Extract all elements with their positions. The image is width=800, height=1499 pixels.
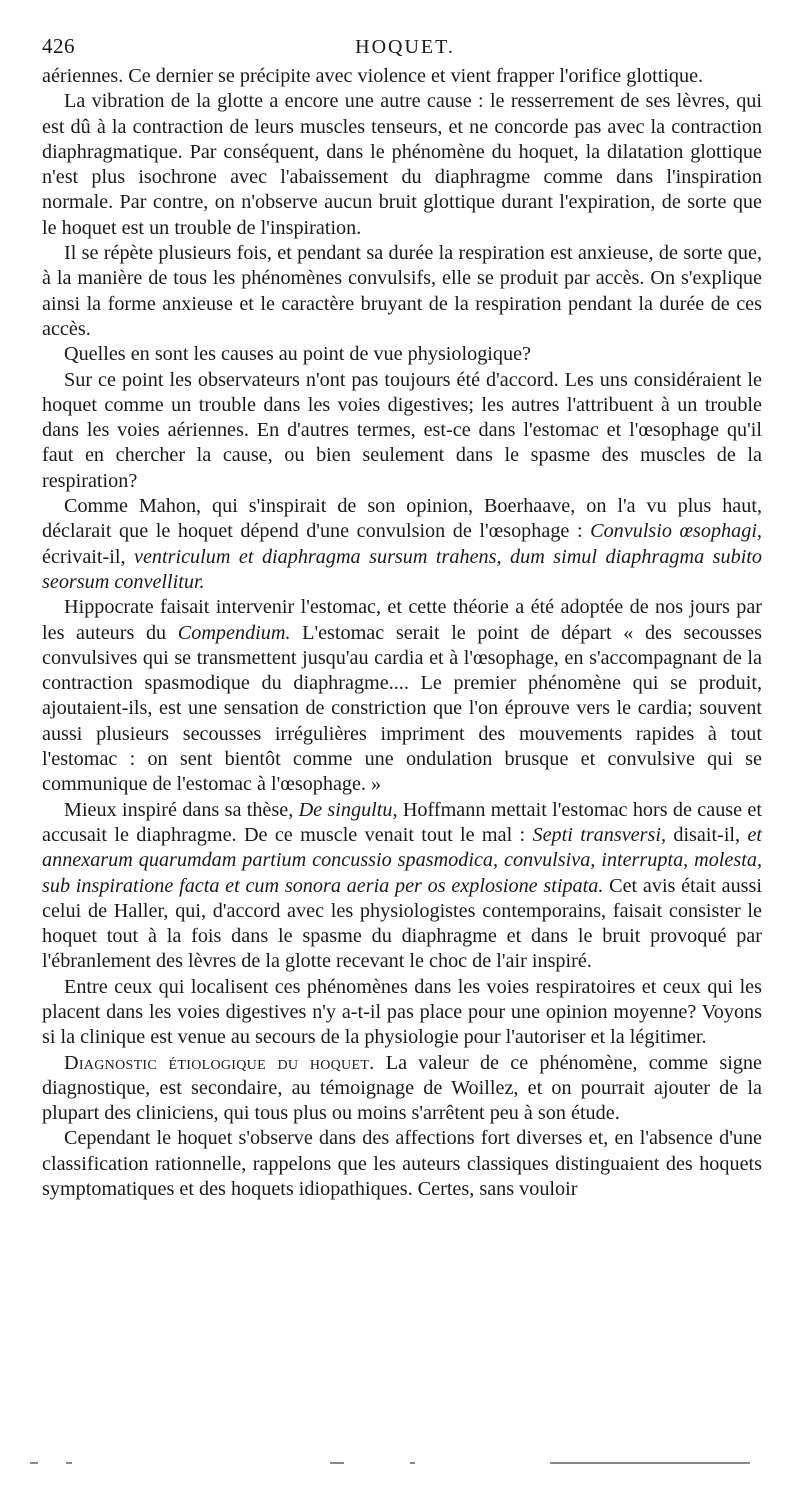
book-title: Compendium. xyxy=(177,621,291,644)
paragraph-intermediate-opinion: Entre ceux qui localisent ces phénomènes dans les voies respiratoires et ceux qui les placent dans les voies digestives n'y a-t-il pas place pour une opinion moyenne? Voyons si la clinique est venue au secours de la physiologie pour l'autoriser et la légitimer. xyxy=(42,975,762,1049)
text-segment: L'estomac serait le point de départ « des secousses convulsives qui se transmettent jusqu'au cardia et à l'œsophage, en s'accompagnant de la contraction spasmodique du diaphragme.... Le premier phénomène qui se produit, ajoutaient-ils, est une sensation de constriction que l'on éprouve vers le cardia; souvent aussi plusieurs secousses irrégulières impriment des mouvements rapides à tout l'estomac : on sent bientôt comme une ondulation brusque et convulsive qui se communique de l'estomac à l'œsophage. » xyxy=(42,621,762,796)
scan-mark xyxy=(410,1462,415,1464)
text-segment: disait-il, xyxy=(666,823,748,846)
paragraph-question: Quelles en sont les causes au point de vue physiologique? xyxy=(64,343,532,366)
paragraph-anxious-respiration: Il se répète plusieurs fois, et pendant sa durée la respiration est anxieuse, de sorte que, à la manière de tous les phénomènes convulsifs, elle se produit par accès. On s'explique ainsi la forme anxieuse et le caractère bruyant de la respiration pendant la durée de ces accès. xyxy=(42,242,762,340)
running-head: HOQUET. xyxy=(355,36,455,58)
text-segment: Hippocrate faisait intervenir l'estomac, et cette théorie a été adoptée de nos jours par les auteurs du xyxy=(42,596,762,644)
paragraph-hippocrate xyxy=(42,595,762,797)
scan-mark xyxy=(66,1462,72,1464)
latin-quote: Convulsio œsophagi, xyxy=(590,520,762,543)
paragraph-boerhaave xyxy=(42,494,762,595)
text-segment: La valeur de ce phénomène, comme signe diagnostique, est secondaire, au témoignage de Woillez, et on pourrait ajouter de la plupart des cliniciens, qui tous plus ou moins s'arrêtent peu à son étude. xyxy=(42,1051,762,1125)
scan-mark xyxy=(30,1462,38,1464)
text-segment: écrivait-il, xyxy=(42,545,134,568)
scan-mark xyxy=(330,1462,344,1464)
paragraph-hoffmann xyxy=(42,798,762,975)
paragraph-classification: Cependant le hoquet s'observe dans des affections fort diverses et, en l'absence d'une classification rationnelle, rappelons que les auteurs classiques distinguaient des hoquets symptomatiques et des hoquets idiopathiques. Certes, sans vouloir xyxy=(42,1127,762,1201)
text-segment: Mieux inspiré dans sa thèse, xyxy=(64,798,299,821)
paragraph-diagnostic xyxy=(42,1051,762,1127)
thesis-title: De singultu, xyxy=(298,798,398,821)
scan-mark xyxy=(550,1462,750,1464)
latin-quote: ventriculum et diaphragma sursum trahens, dum simul diaphragma subito seorsum convellitur. xyxy=(42,545,763,593)
text-segment: Cet avis était aussi celui de Haller, qui, d'accord avec les physiologistes contemporains, faisait consister le hoquet tout à la fois dans le spasme du diaphragme et dans le bruit provoqué par l'ébranlement des lèvres de la glotte recevant le choc de l'air inspiré. xyxy=(42,874,762,973)
page-header xyxy=(42,34,768,64)
latin-quote: Septi transversi, xyxy=(532,823,667,846)
footer-scan-marks xyxy=(30,1462,770,1470)
body-text xyxy=(42,64,762,1202)
page-number: 426 xyxy=(42,34,75,58)
paragraph-observers: Sur ce point les observateurs n'ont pas toujours été d'accord. Les uns considéraient le hoquet comme un trouble dans les voies digestives; les autres l'attribuent à un trouble dans les voies aériennes. En d'autres termes, est-ce dans l'estomac et l'œsophage qu'il faut en chercher la cause, ou bien seulement dans le spasme des muscles de la respiration? xyxy=(42,368,762,492)
text-segment: Hoffmann mettait l'estomac hors de cause et accusait le diaphragme. De ce muscle venait tout le mal : xyxy=(42,798,762,846)
paragraph-glottal-vibration: La vibration de la glotte a encore une autre cause : le resserrement de ses lèvres, qui est dû à la contraction de leurs muscles tenseurs, et ne concorde pas avec la contraction diaphragmatique. Par conséquent, dans le phénomène du hoquet, la dilatation glottique n'est plus isochrone avec l'abaissement du diaphragme comme dans l'inspiration normale. Par contre, on n'observe aucun bruit glottique durant l'expiration, de sorte que le hoquet est un trouble de l'inspiration. xyxy=(42,90,762,239)
text-segment: Comme Mahon, qui s'inspirait de son opinion, Boerhaave, on l'a vu plus haut, déclarait que le hoquet dépend d'une convulsion de l'œsophage : xyxy=(42,495,762,543)
latin-quote: et annexarum quarumdam partium concussio spasmodica, convulsiva, interrupta, molesta, sub inspiratione facta et cum sonora aeria per os explosione stipata. xyxy=(42,823,763,897)
paragraph-continuation: aériennes. Ce dernier se précipite avec violence et vient frapper l'orifice glottique. xyxy=(42,65,704,87)
section-heading: Diagnostic étiologique du hoquet. xyxy=(64,1051,375,1074)
